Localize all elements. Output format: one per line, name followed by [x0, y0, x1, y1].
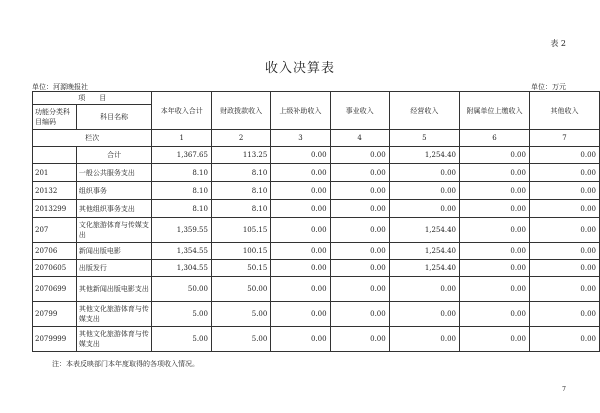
value-cell: 0.00: [529, 260, 599, 277]
value-cell: 8.10: [211, 200, 270, 218]
value-cell: 0.00: [460, 302, 530, 327]
header-item: 项 目: [33, 92, 152, 105]
subject-name-cell: 其他文化旅游体育与传媒支出: [76, 327, 152, 352]
value-cell: 0.00: [529, 327, 599, 352]
value-cell: 105.15: [211, 218, 270, 243]
value-cell: 8.10: [152, 182, 212, 200]
value-cell: 5.00: [152, 327, 212, 352]
value-cell: 5.00: [211, 327, 270, 352]
header-subject-name: 科目名称: [76, 105, 152, 130]
col-number: 6: [460, 130, 530, 147]
subject-name-cell: 出版发行: [76, 260, 152, 277]
table-row: [33, 200, 600, 218]
value-cell: 0.00: [529, 182, 599, 200]
subject-name-cell: 新闻出版电影: [76, 243, 152, 260]
total-label: 合计: [76, 147, 152, 164]
value-cell: 0.00: [271, 302, 330, 327]
func-code-cell: 20706: [33, 243, 77, 260]
table-row: [33, 302, 600, 327]
value-cell: 8.10: [211, 164, 270, 182]
value-cell: 8.10: [152, 164, 212, 182]
value-cell: 50.00: [152, 277, 212, 302]
func-code-cell: 2070699: [33, 277, 77, 302]
table-number-label: 表 2: [550, 39, 566, 48]
table-row: [33, 164, 600, 182]
table-row: [33, 327, 600, 352]
value-cell: 0.00: [529, 164, 599, 182]
value-cell: 0.00: [330, 260, 389, 277]
value-cell: 0.00: [529, 218, 599, 243]
value-cell: 1,367.65: [152, 147, 212, 164]
value-cell: 0.00: [460, 182, 530, 200]
table-row: [33, 243, 600, 260]
reporting-unit: 单位：河源晚报社: [32, 83, 88, 91]
func-code-cell: 20799: [33, 302, 77, 327]
value-cell: 0.00: [271, 260, 330, 277]
value-cell: 50.15: [211, 260, 270, 277]
value-cell: 0.00: [389, 327, 459, 352]
subject-name-cell: 其他组织事务支出: [76, 200, 152, 218]
value-cell: 0.00: [460, 218, 530, 243]
table-row: [33, 218, 600, 243]
col-number: 4: [330, 130, 389, 147]
value-cell: 0.00: [271, 200, 330, 218]
subject-name-cell: 其他文化旅游体育与传媒支出: [76, 302, 152, 327]
func-code-cell: 207: [33, 218, 77, 243]
col-number: 1: [152, 130, 212, 147]
subject-name-cell: 组织事务: [76, 182, 152, 200]
value-cell: 8.10: [211, 182, 270, 200]
money-unit: 单位：万元: [531, 83, 566, 91]
value-cell: 0.00: [460, 243, 530, 260]
value-cell: 0.00: [271, 218, 330, 243]
value-cell: 0.00: [389, 302, 459, 327]
func-code-cell: 2013299: [33, 200, 77, 218]
value-cell: 0.00: [271, 277, 330, 302]
value-cell: 0.00: [271, 182, 330, 200]
value-cell: 0.00: [529, 302, 599, 327]
value-cell: 0.00: [330, 147, 389, 164]
value-cell: 0.00: [460, 260, 530, 277]
value-cell: 50.00: [211, 277, 270, 302]
value-cell: 100.15: [211, 243, 270, 260]
value-cell: 0.00: [330, 243, 389, 260]
header-total-income: 本年收入合计: [152, 92, 212, 130]
value-cell: 0.00: [389, 277, 459, 302]
header-other-income: 其他收入: [529, 92, 599, 130]
value-cell: 0.00: [460, 200, 530, 218]
value-cell: 0.00: [460, 277, 530, 302]
value-cell: 5.00: [152, 302, 212, 327]
page-title: 收入决算表: [264, 61, 335, 76]
value-cell: 0.00: [330, 277, 389, 302]
value-cell: 0.00: [330, 200, 389, 218]
func-code-cell: 2079999: [33, 327, 77, 352]
value-cell: 0.00: [460, 164, 530, 182]
value-cell: 0.00: [389, 182, 459, 200]
col-number: 3: [271, 130, 330, 147]
table-row: [33, 182, 600, 200]
table-row: [33, 277, 600, 302]
subject-name-cell: 文化旅游体育与传媒支出: [76, 218, 152, 243]
value-cell: 0.00: [330, 218, 389, 243]
value-cell: 0.00: [330, 302, 389, 327]
value-cell: 0.00: [529, 243, 599, 260]
value-cell: 1,354.55: [152, 243, 212, 260]
value-cell: 5.00: [211, 302, 270, 327]
value-cell: 0.00: [271, 164, 330, 182]
header-business-income: 事业收入: [330, 92, 389, 130]
value-cell: 1,254.40: [389, 243, 459, 260]
value-cell: 1,254.40: [389, 147, 459, 164]
value-cell: 0.00: [460, 147, 530, 164]
header-affiliated-unit: 附属单位上缴收入: [460, 92, 530, 130]
value-cell: 0.00: [389, 164, 459, 182]
func-code-cell: 201: [33, 164, 77, 182]
total-code-cell: [33, 147, 77, 164]
value-cell: 0.00: [330, 327, 389, 352]
header-fiscal-allocation: 财政拨款收入: [211, 92, 270, 130]
col-number: 2: [211, 130, 270, 147]
value-cell: 0.00: [271, 243, 330, 260]
header-operating-income: 经营收入: [389, 92, 459, 130]
value-cell: 0.00: [460, 327, 530, 352]
subject-name-cell: 其他新闻出版电影支出: [76, 277, 152, 302]
value-cell: 113.25: [211, 147, 270, 164]
value-cell: 1,254.40: [389, 260, 459, 277]
header-superior-subsidy: 上级补助收入: [271, 92, 330, 130]
col-number: 7: [529, 130, 599, 147]
total-row: [33, 147, 600, 164]
income-table: [32, 91, 600, 352]
subject-name-cell: 一般公共服务支出: [76, 164, 152, 182]
value-cell: 8.10: [152, 200, 212, 218]
value-cell: 1,254.40: [389, 218, 459, 243]
value-cell: 0.00: [330, 164, 389, 182]
value-cell: 1,359.55: [152, 218, 212, 243]
value-cell: 0.00: [529, 147, 599, 164]
page-number: 7: [562, 386, 566, 393]
value-cell: 0.00: [271, 147, 330, 164]
value-cell: 0.00: [529, 200, 599, 218]
footnote: 注：本表反映部门本年度取得的各项收入情况。: [52, 360, 199, 368]
value-cell: 0.00: [330, 182, 389, 200]
col-row-label: 栏次: [33, 130, 152, 147]
func-code-cell: 2070605: [33, 260, 77, 277]
value-cell: 0.00: [271, 327, 330, 352]
value-cell: 0.00: [529, 277, 599, 302]
func-code-cell: 20132: [33, 182, 77, 200]
header-func-code: 功能分类科目编码: [33, 105, 77, 130]
column-number-row: [33, 130, 600, 147]
value-cell: 1,304.55: [152, 260, 212, 277]
value-cell: 0.00: [389, 200, 459, 218]
col-number: 5: [389, 130, 459, 147]
table-row: [33, 260, 600, 277]
